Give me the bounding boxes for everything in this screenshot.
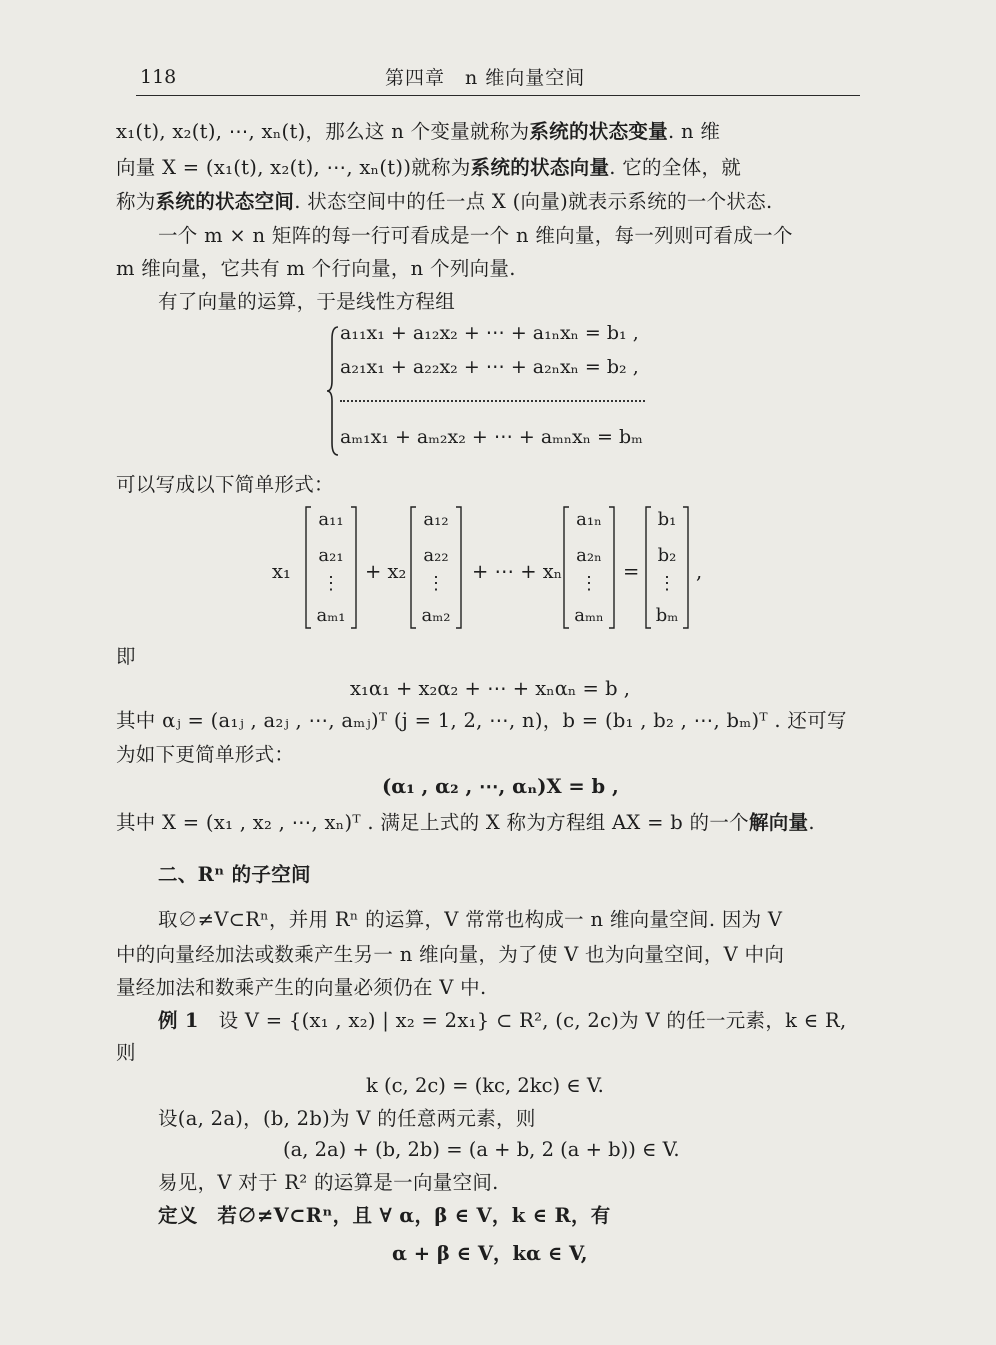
text-line-1: x₁(t), x₂(t), ⋯, xₙ(t)，那么这 n 个变量就称为系统的状态变量. n 维 (116, 120, 721, 143)
page-number: 118 (140, 66, 177, 88)
equation-vector-form: x₁α₁ + x₂α₂ + ⋯ + xₙαₙ = b , (350, 677, 630, 700)
vector-entry: aₘ₂ (421, 605, 451, 626)
system-brace (326, 325, 340, 457)
equation-matrix-form: (α₁ , α₂ , ⋯, αₙ)X = b , (382, 775, 619, 798)
text-line-6: 有了向量的运算，于是线性方程组 (158, 290, 456, 313)
vector-entry: a₂ₙ (576, 545, 602, 566)
text-line-13: 中的向量经加法或数乘产生另一 n 维向量，为了使 V 也为向量空间，V 中向 (116, 943, 785, 966)
section-heading: 二、Rⁿ 的子空间 (158, 863, 311, 886)
vector-entry: bₘ (655, 605, 679, 626)
column-vector-2 (410, 505, 462, 630)
text-line-5: m 维向量，它共有 m 个行向量，n 个列向量. (116, 257, 516, 280)
vector-entry: a₂₁ (318, 545, 344, 566)
vector-comma: , (696, 560, 703, 583)
equation-row-1: a₁₁x₁ + a₁₂x₂ + ⋯ + a₁ₙxₙ = b₁ , (340, 322, 639, 344)
coef-plus-xn: + ⋯ + xₙ (472, 560, 563, 583)
text-line-9: 其中 αⱼ = (a₁ⱼ , a₂ⱼ , ⋯, aₘⱼ)ᵀ (j = 1, 2, ⋯, n)，b = (b₁ , b₂ , ⋯, bₘ)ᵀ . 还可写 (116, 709, 847, 732)
text-line-12: 取∅≠V⊂Rⁿ，并用 Rⁿ 的运算，V 常常也构成一 n 维向量空间. 因为 V (158, 908, 783, 931)
vector-entry: ⋮ (658, 573, 676, 594)
text-line-2: 向量 X = (x₁(t), x₂(t), ⋯, xₙ(t))就称为系统的状态向量. 它的全体，就 (116, 156, 742, 179)
text-line-18: 易见，V 对于 R² 的运算是一向量空间. (158, 1171, 499, 1194)
vector-entry: ⋮ (427, 573, 445, 594)
coef-plus-x2: + x₂ (365, 560, 407, 583)
text-line-7: 可以写成以下简单形式： (116, 473, 334, 496)
text-line-14: 量经加法和数乘产生的向量必须仍在 V 中. (116, 976, 487, 999)
text-line-15: 例 1 设 V = {(x₁ , x₂) | x₂ = 2x₁} ⊂ R², (c, 2c)为 V 的任一元素，k ∈ R, (158, 1009, 847, 1032)
text-line-16: 则 (116, 1041, 136, 1064)
coef-x1: x₁ (272, 560, 291, 583)
vector-entry: b₂ (657, 545, 677, 566)
vector-entry: a₂₂ (423, 545, 449, 566)
vector-entry: aₘ₁ (316, 605, 346, 626)
chapter-title: 第四章 n 维向量空间 (385, 67, 586, 89)
equation-sum: (a, 2a) + (b, 2b) = (a + b, 2 (a + b)) ∈ V. (283, 1138, 680, 1161)
text-line-8: 即 (116, 645, 136, 668)
text-line-19: 定义 若∅≠V⊂Rⁿ，且 ∀ α，β ∈ V，k ∈ R，有 (158, 1204, 611, 1227)
text-line-11: 其中 X = (x₁ , x₂ , ⋯, xₙ)ᵀ . 满足上式的 X 称为方程组 AX = b 的一个解向量. (116, 811, 815, 834)
header-rule (136, 95, 860, 96)
text-line-3: 称为系统的状态空间. 状态空间中的任一点 X (向量)就表示系统的一个状态. (116, 190, 773, 213)
text-line-10: 为如下更简单形式： (116, 743, 295, 766)
column-vector-n (563, 505, 615, 630)
equation-row-2: a₂₁x₁ + a₂₂x₂ + ⋯ + a₂ₙxₙ = b₂ , (340, 356, 639, 378)
vector-entry: a₁₁ (318, 509, 344, 530)
column-vector-b (645, 505, 689, 630)
vector-entry: ⋮ (322, 573, 340, 594)
vector-entry: a₁ₙ (576, 509, 602, 530)
column-vector-1 (305, 505, 357, 630)
text-line-4: 一个 m × n 矩阵的每一行可看成是一个 n 维向量，每一列则可看成一个 (158, 224, 793, 247)
equation-scalar: k (c, 2c) = (kc, 2kc) ∈ V. (366, 1074, 604, 1097)
equation-closure: α + β ∈ V，kα ∈ V, (392, 1242, 588, 1265)
vector-equals: = (623, 560, 640, 583)
equation-row-m: aₘ₁x₁ + aₘ₂x₂ + ⋯ + aₘₙxₙ = bₘ (340, 426, 643, 448)
vector-entry: ⋮ (580, 573, 598, 594)
equation-ellipsis-row (340, 400, 645, 402)
vector-entry: b₁ (657, 509, 677, 530)
vector-entry: aₘₙ (574, 605, 604, 626)
text-line-17: 设(a, 2a)，(b, 2b)为 V 的任意两元素，则 (158, 1107, 536, 1130)
vector-entry: a₁₂ (423, 509, 449, 530)
